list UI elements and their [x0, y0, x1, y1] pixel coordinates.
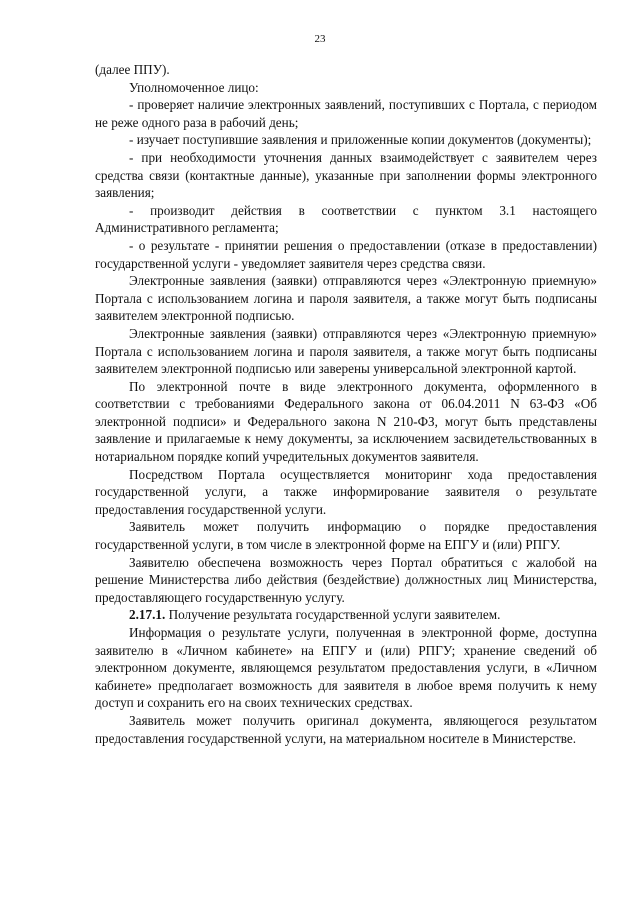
paragraph: (далее ППУ). — [95, 62, 170, 77]
list-item: - о результате - принятии решения о предоставлении (отказе в предоставлении) государственной услуги - уведомляет заявителя через средства связи. — [95, 237, 597, 271]
section-number: 2.17.1. — [129, 607, 166, 623]
paragraph: Электронные заявления (заявки) отправляются через «Электронную приемную» Портала с использованием логина и пароля заявителя, а также могут быть подписаны заявителем электронной подписью или заверены универсальной электронной картой. — [95, 325, 597, 377]
page-number: 23 — [314, 33, 326, 45]
section-title: Получение результата государственной услуги заявителем. — [165, 607, 501, 623]
paragraph: По электронной почте в виде электронного документа, оформленного в соответствии с требованиями Федерального закона от 06.04.2011 N 63-ФЗ «Об электронной подписи» и Федерального закона N 210-ФЗ, могут быть представлены заявление и прилагаемые к нему документы, за исключением засвидетельствованных в нотариальном порядке копий учредительных документов заявителя. — [95, 378, 597, 465]
paragraph: Заявитель может получить оригинал документа, являющегося результатом предоставления государственной услуги, на материальном носителе в Министерстве. — [95, 712, 597, 746]
paragraph: Уполномоченное лицо: — [129, 79, 259, 95]
paragraph: Заявитель может получить информацию о порядке предоставления государственной услуги, в том числе в электронной форме на ЕПГУ и (или) РПГУ. — [95, 519, 597, 553]
list-item: - производит действия в соответствии с пунктом 3.1 настоящего Административного регламента; — [95, 202, 597, 236]
list-item: - изучает поступившие заявления и приложенные копии документов (документы); — [129, 132, 592, 148]
paragraph: Информация о результате услуги, полученная в электронной форме, доступна заявителю в «Личном кабинете» на ЕПГУ и (или) РПГУ; хранение сведений об электронном документе, являющемся результатом предоставления услуги, в «Личном кабинете» предполагает возможность для заявителя в любое время получить к нему доступ и сохранить его на своих технических средствах. — [95, 625, 597, 711]
list-item: - при необходимости уточнения данных взаимодействует с заявителем через средства связи (контактные данные), указанные при заполнении формы электронного заявления; — [95, 149, 597, 201]
paragraph: Заявителю обеспечена возможность через Портал обратиться с жалобой на решение Министерства либо действия (бездействие) должностных лиц Министерства, предоставляющего государственную услугу. — [95, 554, 597, 605]
paragraph: Посредством Портала осуществляется мониторинг хода предоставления государственной услуги, а также информирование заявителя о результате предоставления государственной услуги. — [95, 466, 597, 517]
document-body — [95, 61, 597, 747]
list-item: - проверяет наличие электронных заявлений, поступивших с Портала, с периодом не реже одного раза в рабочий день; — [95, 97, 597, 130]
paragraph: Электронные заявления (заявки) отправляются через «Электронную приемную» Портала с использованием логина и пароля заявителя, а также могут быть подписаны заявителем электронной подписью. — [95, 273, 597, 324]
section-heading — [95, 606, 597, 624]
